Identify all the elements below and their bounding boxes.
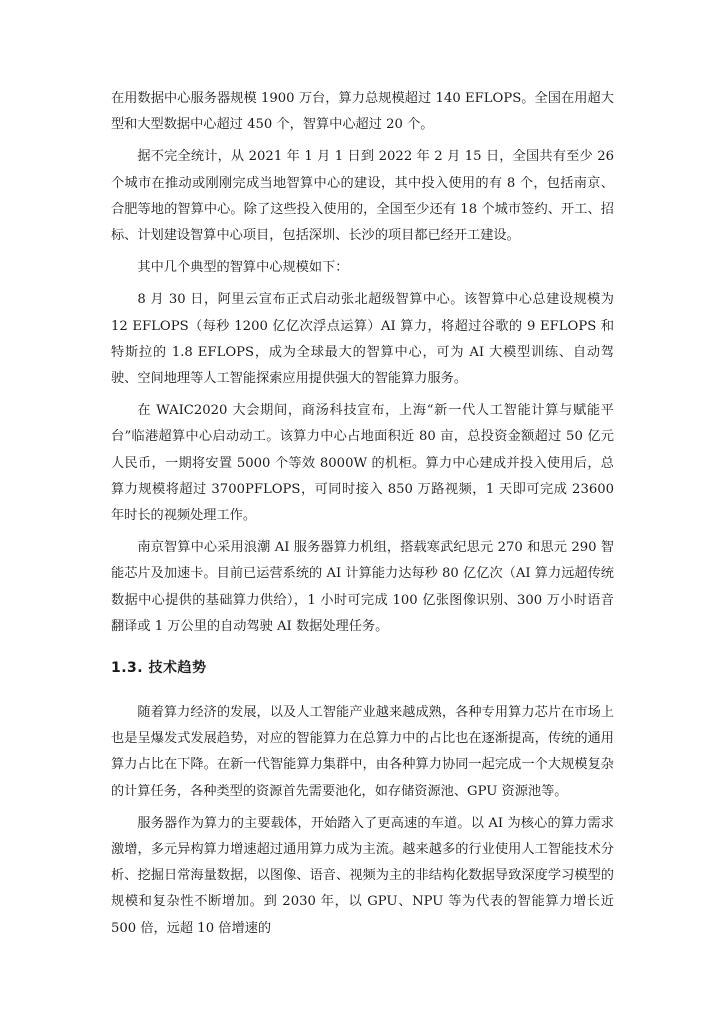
paragraph-sensetime-lingang: 在 WAIC2020 大会期间，商汤科技宣布，上海“新一代人工智能计算与赋能平台”临港超算中心启动动工。该算力中心占地面积近 80 亩，总投资金额超过 50 亿元人民币，一期将安置 5000 个等效 8000W 的机柜。算力中心建成并投入使用后，总算力规模将超过 3700PFLOPS，可同时接入 850 万路视频，1 天即可完成 23600 年时长的视频处理工作。 <box>111 403 614 524</box>
paragraph-trend-servers: 服务器作为算力的主要载体，开始踏入了更高速的车道。以 AI 为核心的算力需求激增，多元异构算力增速超过通用算力成为主流。越来越多的行业使用人工智能技术分析、挖掘日常海量数据，以图像、语音、视频为主的非结构化数据导致深度学习模型的规模和复杂性不断增加。到 2030 年，以 GPU、NPU 等为代表的智能算力增长近 500 倍，远超 10 倍增速的 <box>111 815 614 936</box>
paragraph-alibaba-zhangbei: 8 月 30 日，阿里云宣布正式启动张北超级智算中心。该智算中心总建设规模为 12 EFLOPS（每秒 1200 亿亿次浮点运算）AI 算力，将超过谷歌的 9 EFLOPS 和特斯拉的 1.8 EFLOPS，成为全球最大的智算中心，可为 AI 大模型训练、自动驾驶、空间地理等人工智能探索应用提供强大的智能算力服务。 <box>111 292 614 387</box>
paragraph-typical-intro: 其中几个典型的智算中心规模如下： <box>137 260 349 276</box>
paragraph-nanjing-center: 南京智算中心采用浪潮 AI 服务器算力机组，搭载寒武纪思元 270 和思元 290 智能芯片及加速卡。目前已运营系统的 AI 计算能力达每秒 80 亿亿次（AI 算力远超传统数据中心提供的基础算力供给），1 小时可完成 100 亿张图像识别、300 万小时语音翻译或 1 万公里的自动驾驶 AI 数据处理任务。 <box>111 540 614 634</box>
paragraph-trend-chips: 随着算力经济的发展，以及人工智能产业越来越成熟，各种专用算力芯片在市场上也是呈爆发式发展趋势，对应的智能算力在总算力中的占比也在逐渐提高，传统的通用算力占比在下降。在新一代智能算力集群中，由各种算力协同一起完成一个大规模复杂的计算任务，各种类型的资源首先需要池化，如存储资源池、GPU 资源池等。 <box>111 705 614 799</box>
section-heading: 1.3. 技术趋势 <box>111 660 207 677</box>
paragraph-statistics: 据不完全统计，从 2021 年 1 月 1 日到 2022 年 2 月 15 日，全国共有至少 26 个城市在推动或刚刚完成当地智算中心的建设，其中投入使用的有 8 个，包括南京、合肥等地的智算中心。除了这些投入使用的，全国至少还有 18 个城市签约、开工、招标、计划建设智算中心项目，包括深圳、长沙的项目都已经开工建设。 <box>111 149 614 244</box>
paragraph-datacenter-scale: 在用数据中心服务器规模 1900 万台，算力总规模超过 140 EFLOPS。全国在用超大型和大型数据中心超过 450 个，智算中心超过 20 个。 <box>111 91 614 133</box>
